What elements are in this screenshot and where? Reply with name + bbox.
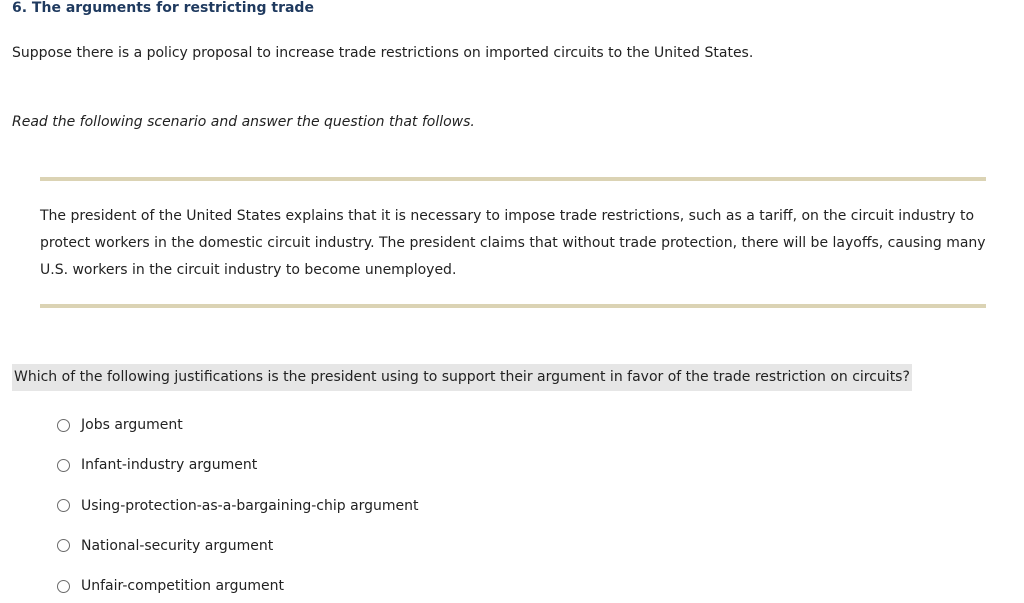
scenario-line: The president of the United States explains that it is necessary to impose trade restrictions, such as a tariff, on the circuit industry to [40, 208, 975, 224]
intro-text: Suppose there is a policy proposal to increase trade restrictions on imported circuits to the United States. [12, 45, 754, 61]
option-jobs-argument[interactable] [57, 414, 419, 436]
radio-button[interactable] [57, 419, 70, 432]
option-label[interactable]: Infant-industry argument [81, 457, 258, 474]
section-heading: 6. The arguments for restricting trade [12, 0, 314, 16]
radio-button[interactable] [57, 580, 70, 593]
scenario-line: protect workers in the domestic circuit industry. The president claims that without trade protection, there will be layoffs, causing many [40, 235, 986, 251]
instruction-text: Read the following scenario and answer the question that follows. [12, 114, 475, 130]
scenario-bottom-divider [40, 304, 986, 308]
answer-options [57, 414, 419, 603]
scenario-line: U.S. workers in the circuit industry to become unemployed. [40, 262, 457, 278]
radio-button[interactable] [57, 499, 70, 512]
option-label[interactable]: National-security argument [81, 537, 274, 554]
option-label[interactable]: Unfair-competition argument [81, 578, 284, 595]
option-bargaining-chip-argument[interactable] [57, 495, 419, 517]
option-label[interactable]: Using-protection-as-a-bargaining-chip argument [81, 497, 419, 514]
option-unfair-competition-argument[interactable] [57, 575, 419, 597]
option-national-security-argument[interactable] [57, 535, 419, 557]
radio-button[interactable] [57, 459, 70, 472]
scenario-box [40, 203, 986, 284]
scenario-top-divider [40, 177, 986, 181]
radio-button[interactable] [57, 539, 70, 552]
option-infant-industry-argument[interactable] [57, 454, 419, 476]
option-label[interactable]: Jobs argument [81, 417, 183, 433]
question-prompt: Which of the following justifications is the president using to support their argument in favor of the trade restriction on circuits? [12, 364, 912, 391]
